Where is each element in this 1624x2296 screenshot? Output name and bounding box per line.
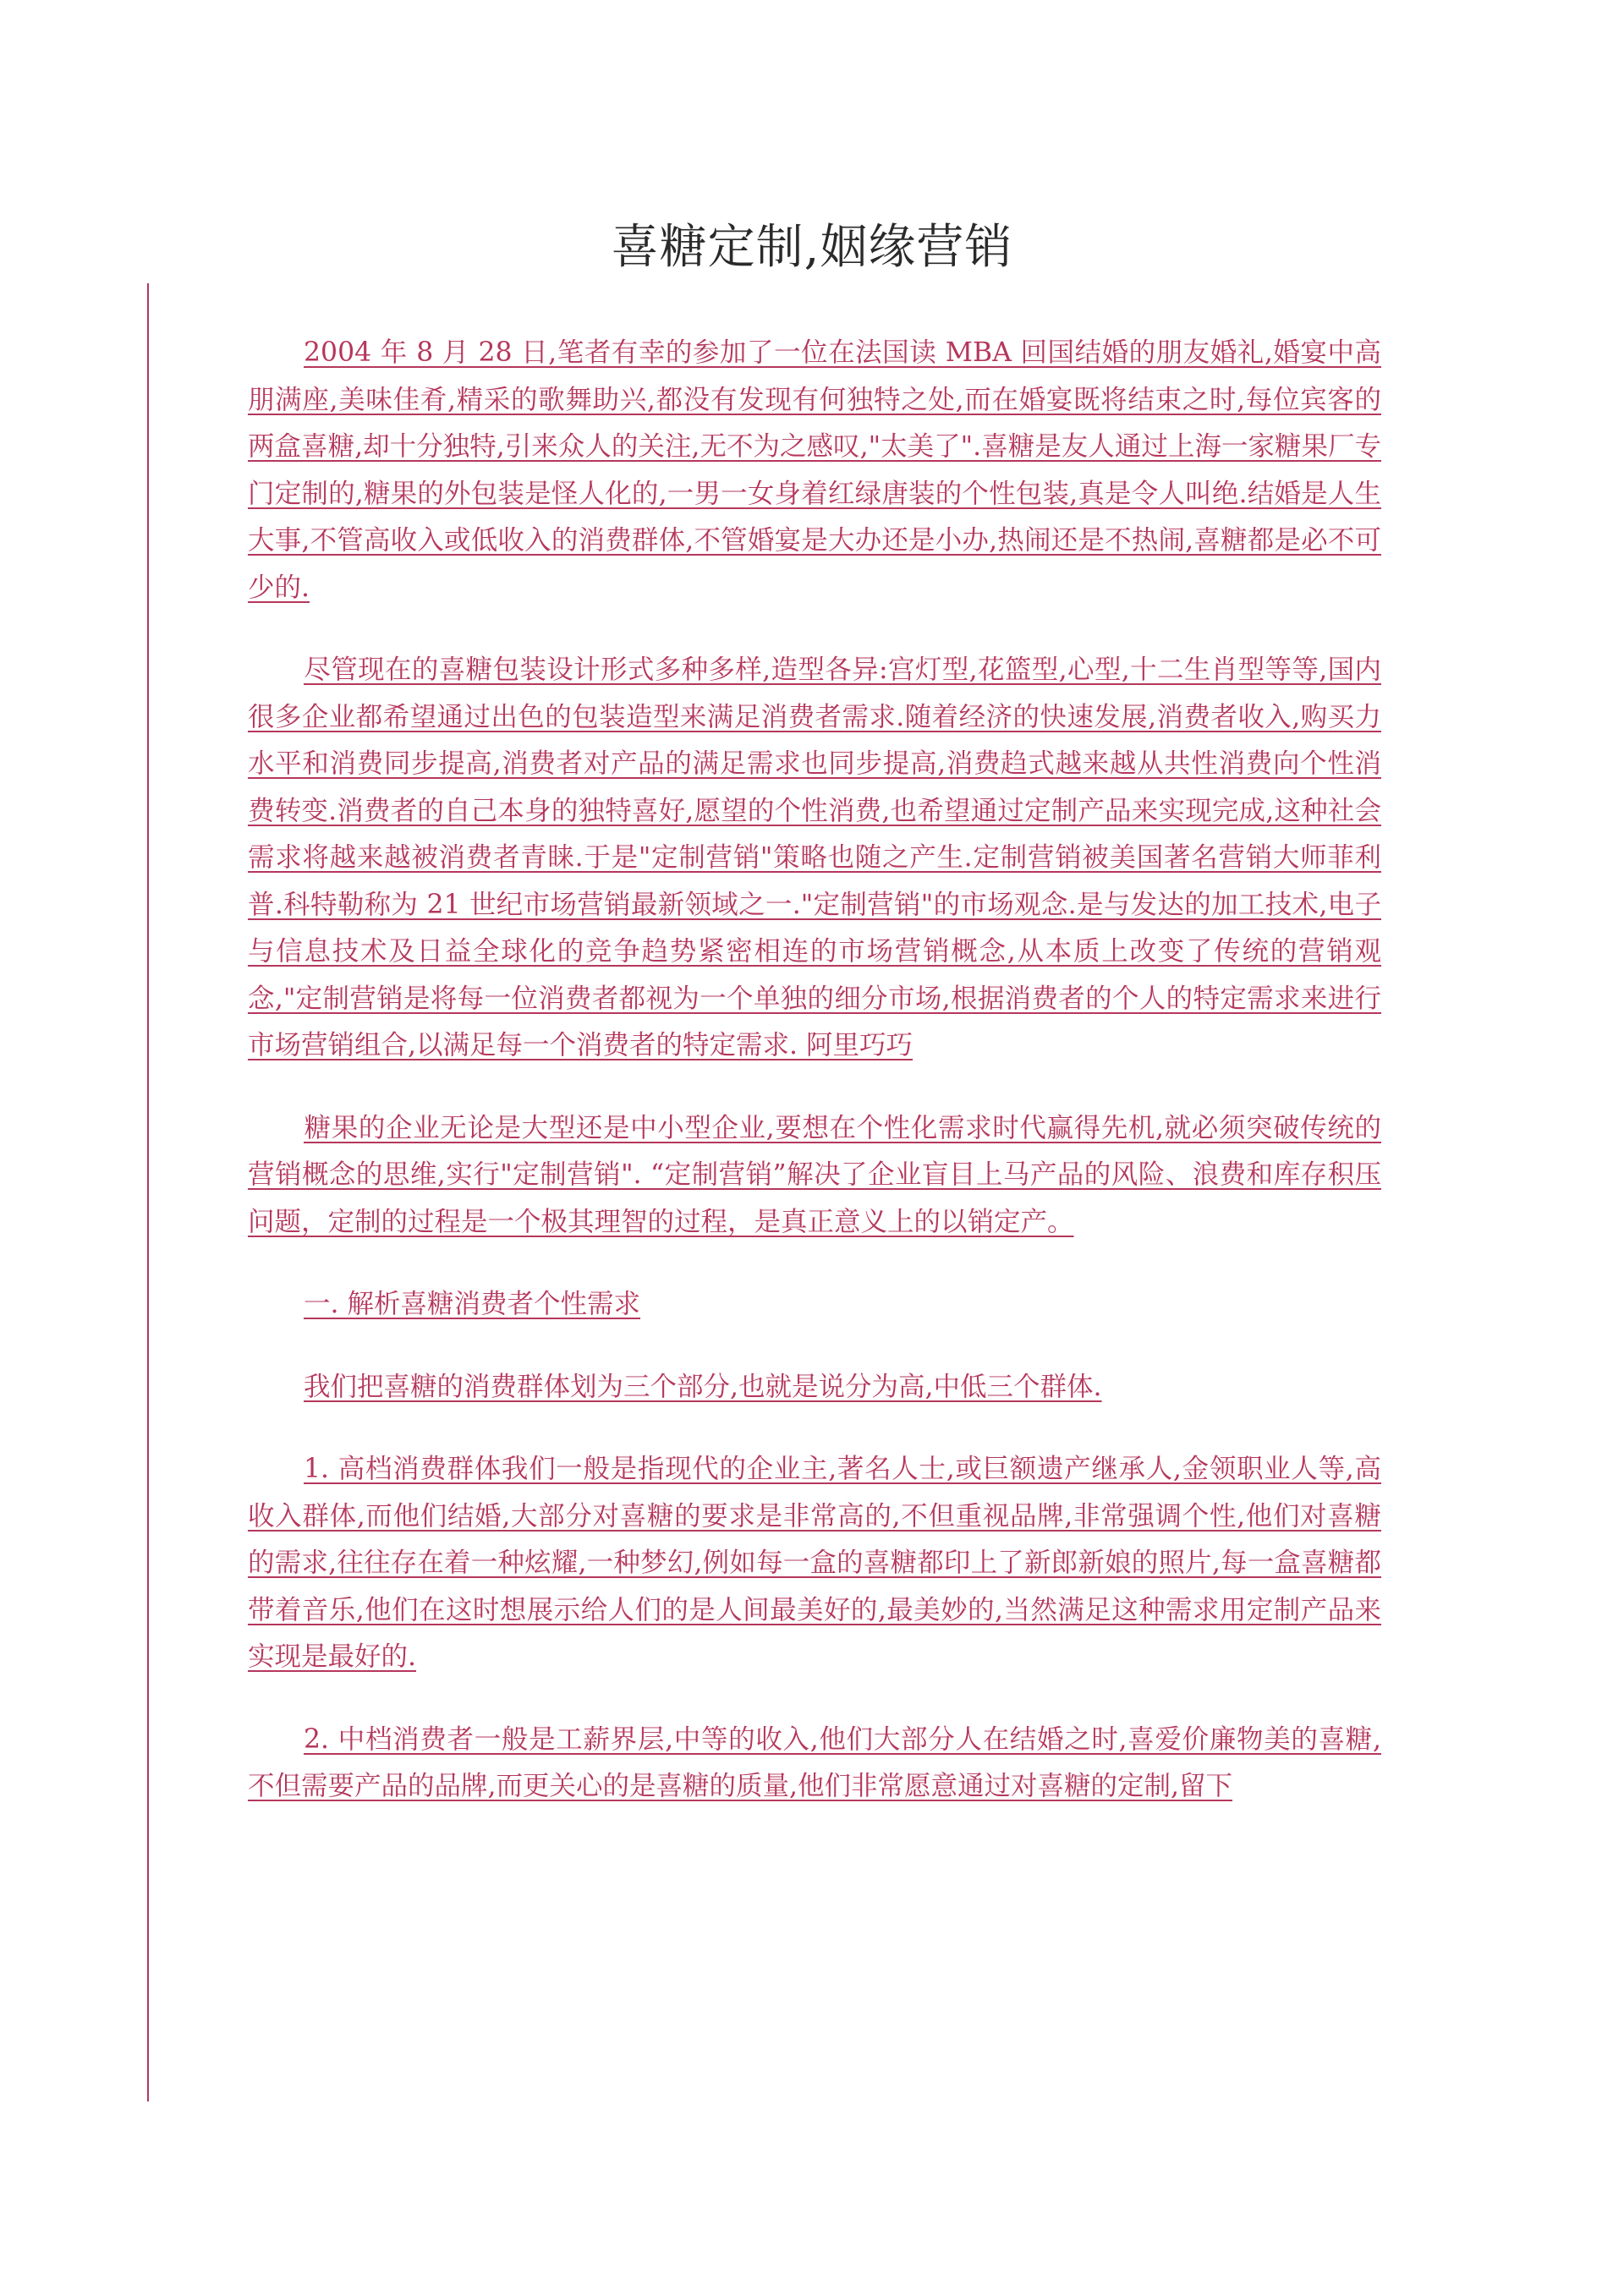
paragraph-custom-marketing: 尽管现在的喜糖包装设计形式多种多样,造型各异:宫灯型,花篮型,心型,十二生肖型等等,国内很多企业都希望通过出色的包装造型来满足消费者需求.随着经济的快速发展,消费者收入,购买力水平和消费同步提高,消费者对产品的满足需求也同步提高,消费趋式越来越从共性消费向个性消费转变.消费者的自己本身的独特喜好,愿望的个性消费,也希望通过定制产品来实现完成,这种社会需求将越来越被消费者青睐.于是"定制营销"策略也随之产生.定制营销被美国著名营销大师菲利普.科特勒称为 21 世纪市场营销最新领域之一."定制营销"的市场观念.是与发达的加工技术,电子与信息技术及日益全球化的竞争趋势紧密相连的市场营销概念,从本质上改变了传统的营销观念,"定制营销是将每一位消费者都视为一个单独的细分市场,根据消费者的个人的特定需求来进行市场营销组合,以满足每一个消费者的特定需求. 阿里巧巧 xyxy=(248,655,1381,1060)
paragraph-high-end-group: 1. 高档消费群体我们一般是指现代的企业主,著名人士,或巨额遗产继承人,金领职业人等,高收入群体,而他们结婚,大部分对喜糖的要求是非常高的,不但重视品牌,非常强调个性,他们对喜糖的需求,往往存在着一种炫耀,一种梦幻,例如每一盒的喜糖都印上了新郎新娘的照片,每一盒喜糖都带着音乐,他们在这时想展示给人们的是人间最美好的,最美妙的,当然满足这种需求用定制产品来实现是最好的. xyxy=(248,1454,1381,1672)
document-title: 喜糖定制,姻缘营销 xyxy=(611,220,1013,275)
document-body xyxy=(248,330,1381,1846)
revision-bar xyxy=(147,283,149,2101)
paragraph-consumer-groups: 我们把喜糖的消费群体划为三个部分,也就是说分为高,中低三个群体. xyxy=(304,1371,1102,1402)
paragraph-middle-group: 2. 中档消费者一般是工薪界层,中等的收入,他们大部分人在结婚之时,喜爱价廉物美的喜糖,不但需要产品的品牌,而更关心的是喜糖的质量,他们非常愿意通过对喜糖的定制,留下 xyxy=(248,1723,1381,1801)
section-heading-consumer-needs: 一. 解析喜糖消费者个性需求 xyxy=(304,1289,641,1319)
paragraph-wedding-intro: 2004 年 8 月 28 日,笔者有幸的参加了一位在法国读 MBA 回国结婚的朋友婚礼,婚宴中高朋满座,美味佳肴,精采的歌舞助兴,都没有发现有何独特之处,而在婚宴既将结束之时,每位宾客的两盒喜糖,却十分独特,引来众人的关注,无不为之感叹,"太美了".喜糖是友人通过上海一家糖果厂专门定制的,糖果的外包装是怪人化的,一男一女身着红绿唐装的个性包装,真是令人叫绝.结婚是人生大事,不管高收入或低收入的消费群体,不管婚宴是大办还是小办,热闹还是不热闹,喜糖都是必不可少的. xyxy=(248,337,1381,603)
paragraph-candy-enterprises: 糖果的企业无论是大型还是中小型企业,要想在个性化需求时代赢得先机,就必须突破传统的营销概念的思维,实行"定制营销". “定制营销”解决了企业盲目上马产品的风险、浪费和库存积压问题，定制的过程是一个极其理智的过程，是真正意义上的以销定产。 xyxy=(248,1112,1381,1237)
